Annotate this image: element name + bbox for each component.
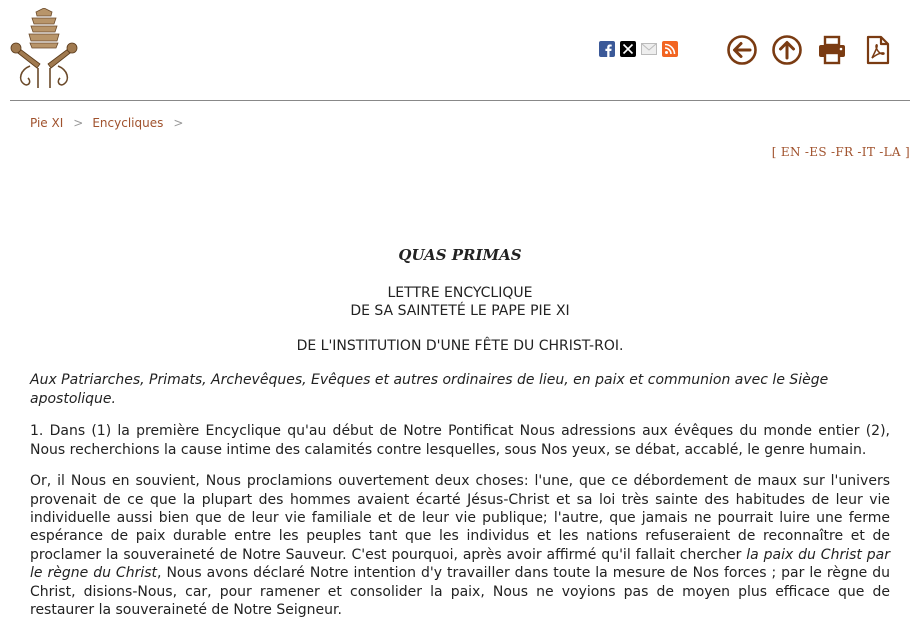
document-title: QUAS PRIMAS xyxy=(398,246,522,264)
language-link-es[interactable]: ES xyxy=(809,145,827,159)
language-bracket-open: [ xyxy=(771,145,777,159)
paragraph-2 xyxy=(30,472,890,620)
paragraph-2-part-b: , Nous avons déclaré Notre intention d'y travailler dans toute la mesure de Nos forces ; par le règne du Christ, disions-Nous, car, pour ramener et consolider la paix, Nous ne voyions pas de moyen plus efficace que de restaurer la souveraineté de Notre Seigneur. xyxy=(30,565,890,619)
paragraph-1: 1. Dans (1) la première Encyclique qu'au début de Notre Pontificat Nous adressions aux évêques du monde entier (2), Nous recherchions la cause intime des calamités contre lesquelles, sous Nos yeux, se débat, accablé, le genre humain. xyxy=(30,423,890,458)
language-link-en[interactable]: EN xyxy=(780,145,801,159)
rss-icon[interactable] xyxy=(662,41,678,57)
document-topic: DE L'INSTITUTION D'UNE FÊTE DU CHRIST-ROI. xyxy=(296,337,624,354)
x-icon[interactable] xyxy=(620,41,636,57)
header-divider xyxy=(10,100,910,101)
facebook-icon[interactable] xyxy=(599,41,615,57)
papal-coat-of-arms-icon[interactable] xyxy=(10,8,78,90)
language-link-it[interactable]: IT xyxy=(861,145,876,159)
breadcrumb-item-pie-xi[interactable]: Pie XI xyxy=(30,116,64,130)
page-tools xyxy=(726,34,893,66)
document-addressee: Aux Patriarches, Primats, Archevêques, Evêques et autres ordinaires de lieu, en paix et communion avec le Siège apostolique. xyxy=(30,372,829,407)
pdf-icon[interactable] xyxy=(861,34,893,66)
breadcrumb-item-encycliques[interactable]: Encycliques xyxy=(92,116,164,130)
back-icon[interactable] xyxy=(726,34,758,66)
paragraph-2-emphasis: la paix du Christ par le règne du Christ xyxy=(30,546,891,582)
language-link-fr[interactable]: FR xyxy=(835,145,854,159)
breadcrumb-separator: > xyxy=(73,116,84,130)
paragraph-2-part-a: Or, il Nous en souvient, Nous proclamions ouvertement deux choses: l'une, que ce débordement de maux sur l'univers provenait de ce que la plupart des hommes avaient écarté Jésus-Christ et sa loi très sainte des habitudes de leur vie individuelle aussi bien que de leur vie familiale et de leur vie publique; l'autre, que jamais ne pourrait luire une ferme espérance de paix durable entre les peuples tant que les individus et les nations refuseraient de reconnaître et de proclamer la souveraineté de Notre Sauveur. C'est pourquoi, après avoir affirmé qu'il fallait chercher xyxy=(30,473,890,563)
language-selector: [ EN -ES -FR -IT -LA ] xyxy=(771,145,910,159)
document-subtitle-line2: DE SA SAINTETÉ LE PAPE PIE XI xyxy=(350,303,570,320)
document-subtitle-line1: LETTRE ENCYCLIQUE xyxy=(387,284,533,301)
breadcrumb-separator: > xyxy=(173,116,184,130)
social-share-bar xyxy=(599,41,678,57)
encyclical-text xyxy=(30,246,890,633)
language-bracket-close: ] xyxy=(905,145,910,159)
language-link-la[interactable]: LA xyxy=(883,145,901,159)
email-icon[interactable] xyxy=(641,41,657,57)
print-icon[interactable] xyxy=(816,34,848,66)
breadcrumb xyxy=(30,116,192,130)
up-icon[interactable] xyxy=(771,34,803,66)
